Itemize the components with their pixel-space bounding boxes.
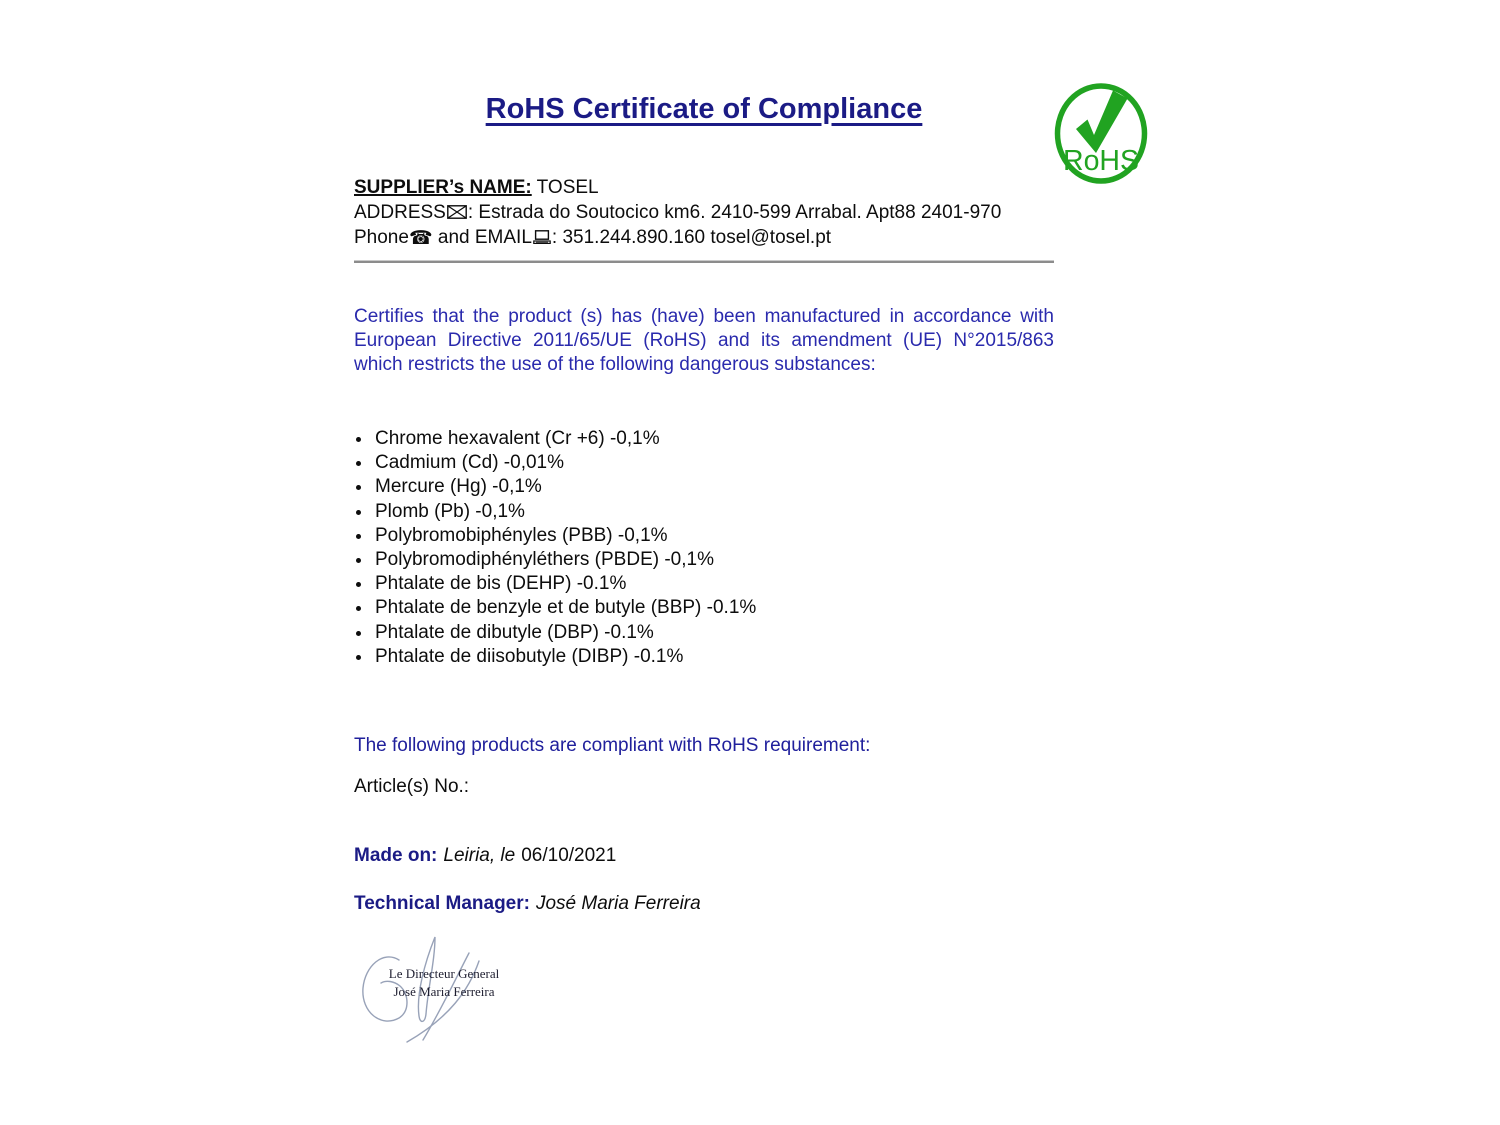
divider-rule — [354, 260, 1054, 263]
substance-item: • Chrome hexavalent (Cr +6) -0,1% — [373, 427, 996, 451]
supplier-name-label: SUPPLIER’s NAME: — [354, 177, 532, 198]
made-on-date: 06/10/2021 — [521, 845, 617, 866]
supplier-contact-line — [354, 226, 1054, 252]
substance-item: • Cadmium (Cd) -0,01% — [373, 451, 996, 475]
email-label: and EMAIL — [432, 227, 532, 248]
page-title-text: RoHS Certificate of Compliance — [485, 93, 923, 125]
substance-item: • Plomb (Pb) -0,1% — [373, 500, 996, 524]
address-value: : Estrada do Soutocico km6. 2410-599 Arrabal. Apt88 2401-970 — [467, 201, 1002, 223]
signature-title-line: Le Directeur General — [388, 966, 500, 981]
made-on-label: Made on: — [354, 845, 438, 866]
substance-item: • Phtalate de diisobutyle (DIBP) -0.1% — [373, 645, 996, 669]
signature-name-block — [386, 965, 502, 1000]
article-number-label: Article(s) No.: — [354, 776, 470, 797]
contact-value: : 351.244.890.160 tosel@tosel.pt — [551, 227, 832, 248]
computer-icon — [533, 227, 551, 252]
phone-label: Phone — [354, 227, 409, 248]
substances-list — [356, 427, 996, 669]
substance-item: • Polybromodiphényléthers (PBDE) -0,1% — [373, 548, 996, 572]
signature-name-line: José Maria Ferreira — [393, 983, 495, 999]
substance-item: • Phtalate de dibutyle (DBP) -0.1% — [373, 621, 996, 645]
supplier-address-line — [354, 201, 1054, 227]
supplier-name-line — [354, 176, 1054, 201]
technical-manager-name: José Maria Ferreira — [535, 893, 701, 914]
rohs-logo — [1053, 82, 1149, 186]
address-label: ADDRESS — [354, 201, 446, 223]
certification-statement: Certifies that the product (s) has (have) been manufactured in accordance with European Directive 2011/65/UE (RoHS) and its amendment (UE) N°2015/863 which restricts the use of the following dangerous substances: — [354, 306, 1054, 375]
substance-item: • Phtalate de bis (DEHP) -0.1% — [373, 572, 996, 596]
substance-item: • Phtalate de benzyle et de butyle (BBP) -0.1% — [373, 596, 996, 620]
page-title — [354, 88, 1054, 130]
envelope-icon — [447, 202, 467, 227]
rohs-logo-label: RoHS — [1062, 145, 1140, 177]
phone-icon: ☎ — [408, 228, 433, 249]
made-on-line — [354, 845, 616, 867]
substance-item: • Mercure (Hg) -0,1% — [373, 475, 996, 499]
rohs-logo-graphic — [1053, 82, 1149, 186]
made-on-place: Leiria, le — [443, 845, 516, 866]
technical-manager-line — [354, 893, 701, 915]
checkmark-icon — [1076, 91, 1128, 154]
technical-manager-label: Technical Manager: — [354, 893, 530, 914]
supplier-name-value: TOSEL — [531, 177, 599, 198]
supplier-block — [354, 176, 1054, 252]
substance-item: • Polybromobiphényles (PBB) -0,1% — [373, 524, 996, 548]
compliance-line: The following products are compliant with RoHS requirement: — [354, 735, 871, 756]
